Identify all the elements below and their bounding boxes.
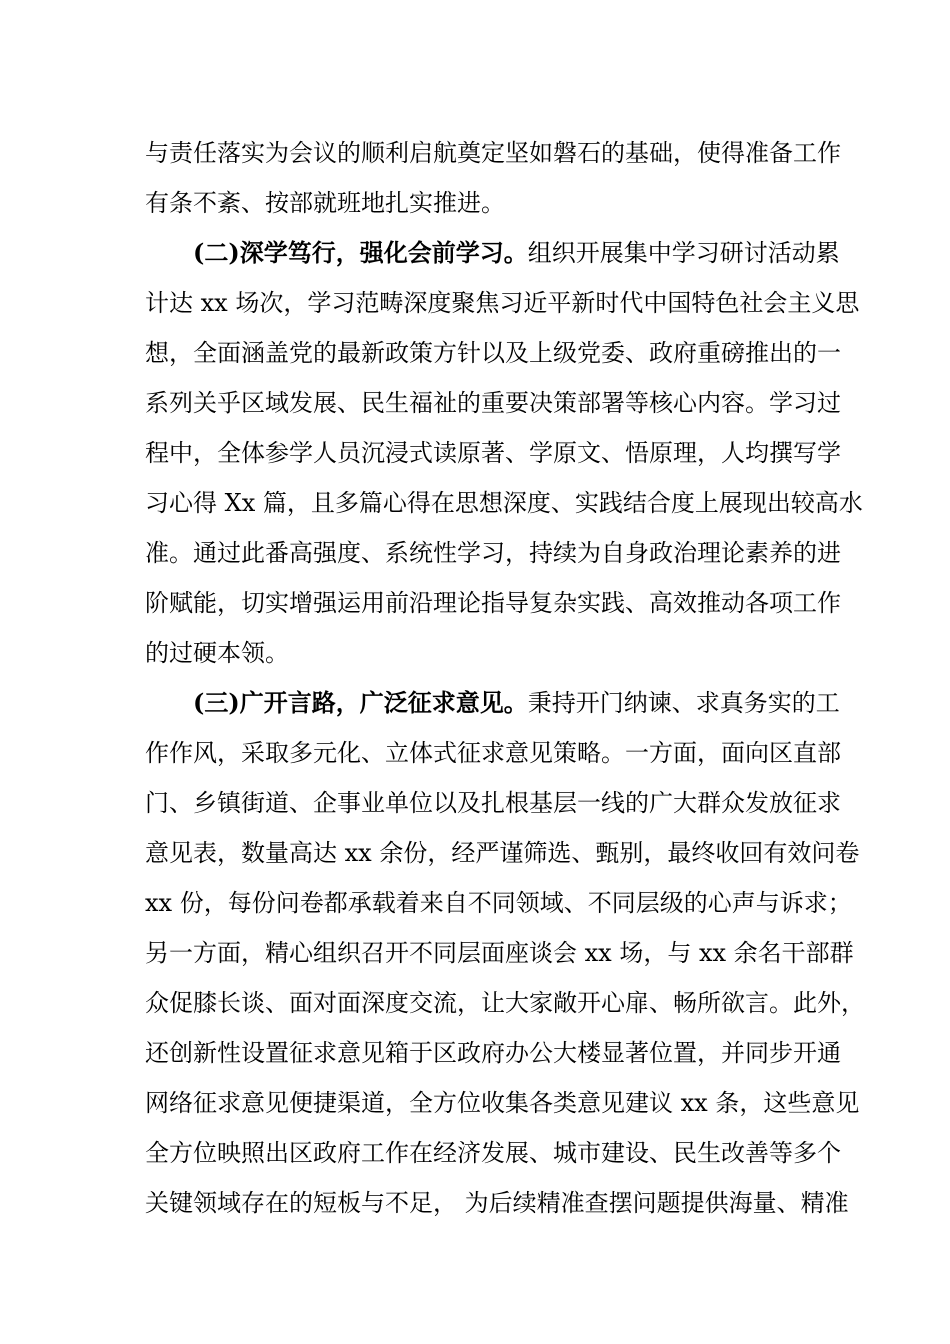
text-line: xx 份，每份问卷都承载着来自不同领域、不同层级的心声与诉求；	[145, 889, 852, 917]
text-line: 众促膝长谈、面对面深度交流，让大家敞开心扉、畅所欲言。此外，	[145, 989, 865, 1017]
section-2-first-line	[193, 235, 840, 271]
text-line: 有条不紊、按部就班地扎实推进。	[145, 189, 505, 217]
section-3-text: 秉持开门纳谏、求真务实的工	[527, 689, 840, 717]
text-line: 与责任落实为会议的顺利启航奠定坚如磐石的基础，使得准备工作	[145, 139, 841, 167]
text-line: 关键领域存在的短板与不足， 为后续精准查摆问题提供海量、精准	[145, 1189, 849, 1217]
text-line: 门、乡镇街道、企事业单位以及扎根基层一线的广大群众发放征求	[145, 789, 841, 817]
text-line: 想，全面涵盖党的最新政策方针以及上级党委、政府重磅推出的一	[145, 339, 841, 367]
text-line: 网络征求意见便捷渠道，全方位收集各类意见建议 xx 条，这些意见	[145, 1089, 860, 1117]
section-2-text: 组织开展集中学习研讨活动累	[527, 239, 840, 267]
section-3-heading: (三)广开言路，广泛征求意见。	[193, 688, 528, 717]
text-line: 系列关乎区域发展、民生福祉的重要决策部署等核心内容。学习过	[145, 389, 841, 417]
text-line: 另一方面，精心组织召开不同层面座谈会 xx 场，与 xx 余名干部群	[145, 939, 854, 967]
section-2-heading: (二)深学笃行，强化会前学习。	[193, 238, 528, 267]
text-line: 准。通过此番高强度、系统性学习，持续为自身政治理论素养的进	[145, 539, 841, 567]
section-3-first-line	[193, 685, 840, 721]
text-line: 全方位映照出区政府工作在经济发展、城市建设、民生改善等多个	[145, 1139, 841, 1167]
text-line: 的过硬本领。	[145, 639, 289, 667]
text-line: 阶赋能，切实增强运用前沿理论指导复杂实践、高效推动各项工作	[145, 589, 841, 617]
text-line: 计达 xx 场次，学习范畴深度聚焦习近平新时代中国特色社会主义思	[145, 289, 860, 317]
text-line: 程中，全体参学人员沉浸式读原著、学原文、悟原理，人均撰写学	[145, 439, 841, 467]
text-line: 意见表，数量高达 xx 余份，经严谨筛选、甄别，最终收回有效问卷	[145, 839, 860, 867]
text-line: 习心得 Xx 篇，且多篇心得在思想深度、实践结合度上展现出较高水	[145, 489, 863, 517]
text-line: 作作风，采取多元化、立体式征求意见策略。一方面，面向区直部	[145, 739, 841, 767]
text-line: 还创新性设置征求意见箱于区政府办公大楼显著位置，并同步开通	[145, 1039, 841, 1067]
